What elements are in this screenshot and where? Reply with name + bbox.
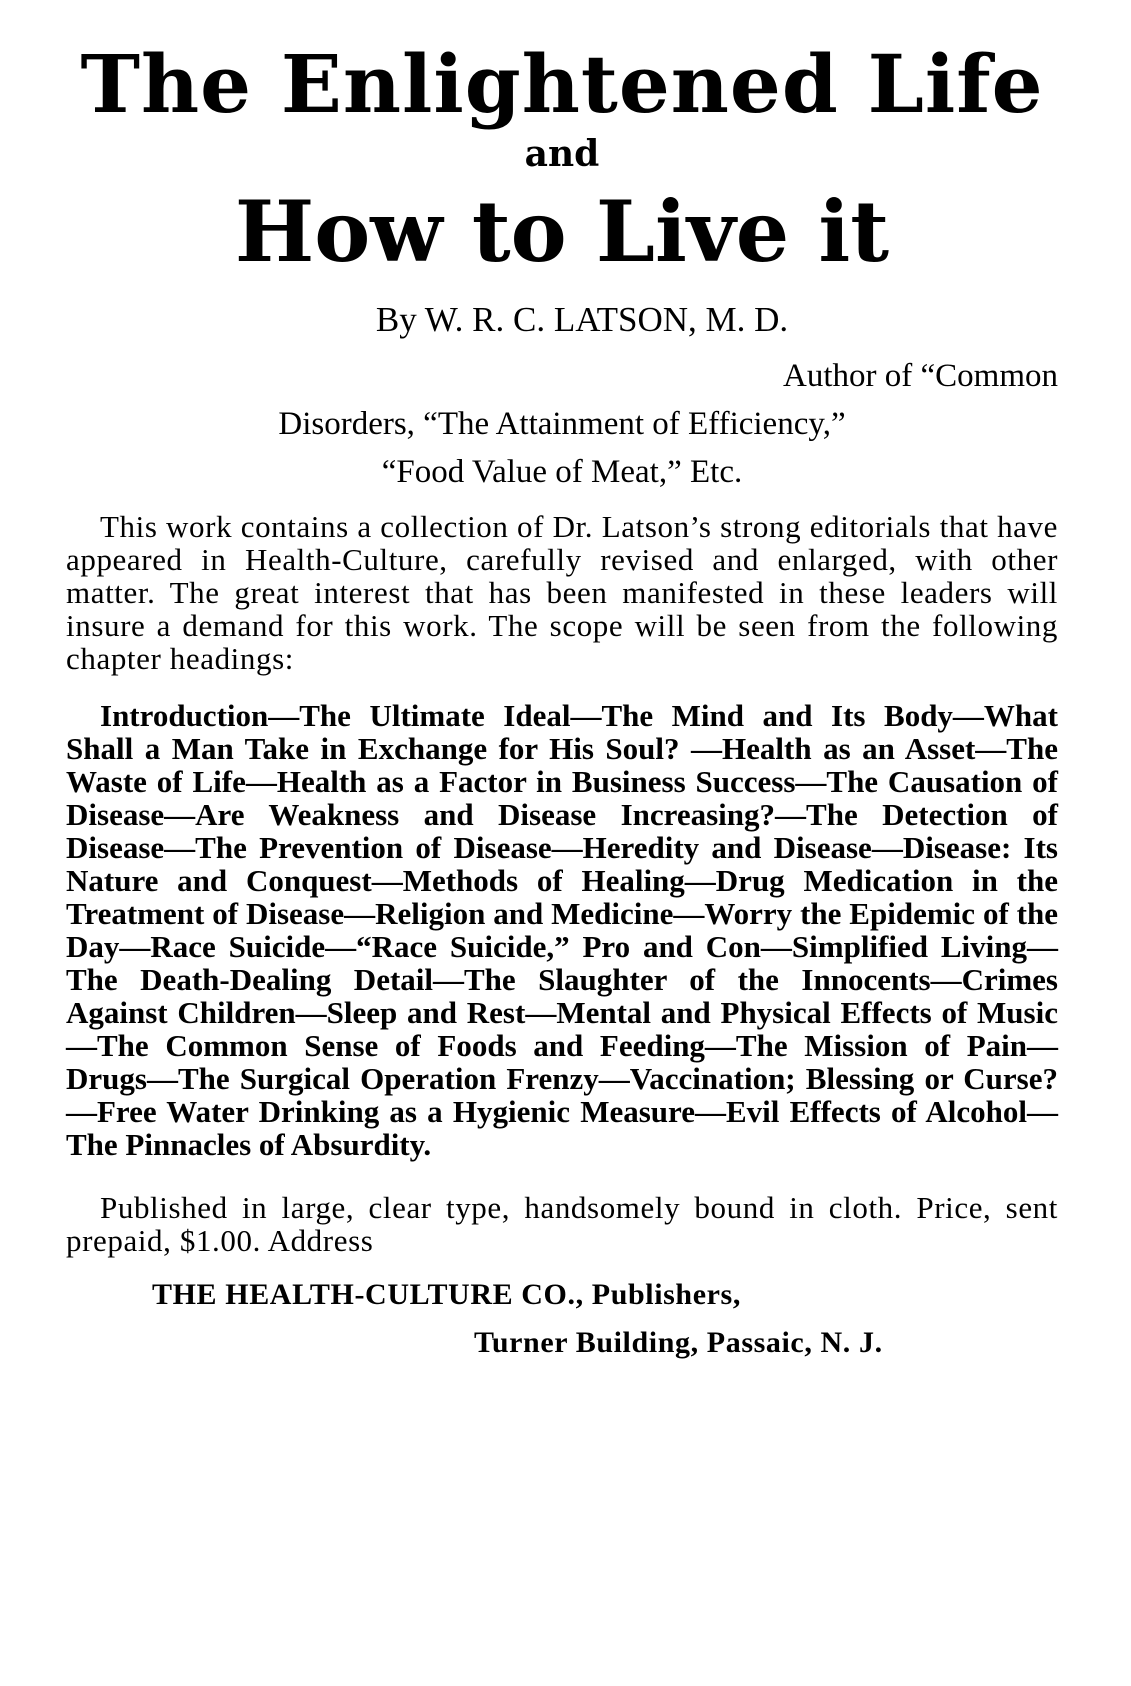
- author-works-line-2: Disorders, “The Attainment of Efficiency,”: [278, 406, 846, 442]
- author-other-works: [66, 352, 1058, 496]
- advertisement-page: [66, 38, 1058, 1363]
- author-works-line-1: Author of “Common: [783, 358, 1058, 394]
- author-works-line-3: “Food Value of Meat,” Etc.: [381, 454, 743, 490]
- publisher-name: THE HEALTH-CULTURE CO., Publishers,: [152, 1278, 741, 1311]
- book-title-connector: and: [524, 133, 600, 175]
- description-paragraph: This work contains a collection of Dr. Latson’s strong editorials that have appeared in Health-Culture, carefully revised and enlarged, with other matter. The great interest that has been manifested in these leaders will insure a demand for this work. The scope will be seen from the following chapter headings:: [66, 509, 1058, 676]
- book-title-line-1: The Enlightened Life: [80, 37, 1044, 131]
- book-title-line-2: How to Live it: [234, 182, 890, 281]
- publisher-address: Turner Building, Passaic, N. J.: [474, 1326, 883, 1359]
- publication-note: Published in large, clear type, handsomely bound in cloth. Price, sent prepaid, $1.00. Address: [66, 1190, 1058, 1258]
- author-byline: By W. R. C. LATSON, M. D.: [375, 300, 789, 339]
- chapter-headings-paragraph: Introduction—The Ultimate Ideal—The Mind and Its Body—What Shall a Man Take in Exchange for His Soul? —Health as an Asset—The Waste of Life—Health as a Factor in Business Success—The Causation of Disease—Are Weakness and Disease Increasing?—The Detection of Disease—The Prevention of Disease—Heredity and Disease—Disease: Its Nature and Conquest—Methods of Healing—Drug Medication in the Treatment of Disease—Religion and Medicine—Worry the Epidemic of the Day—Race Suicide—“Race Suicide,” Pro and Con—Simplified Living—The Death-Dealing Detail—The Slaughter of the Innocents—Crimes Against Children—Sleep and Rest—Mental and Physical Effects of Music—The Common Sense of Foods and Feeding—The Mission of Pain—Drugs—The Surgical Operation Frenzy—Vaccination; Blessing or Curse?—Free Water Drinking as a Hygienic Measure—Evil Effects of Alcohol—The Pinnacles of Absurdity.: [66, 698, 1058, 1162]
